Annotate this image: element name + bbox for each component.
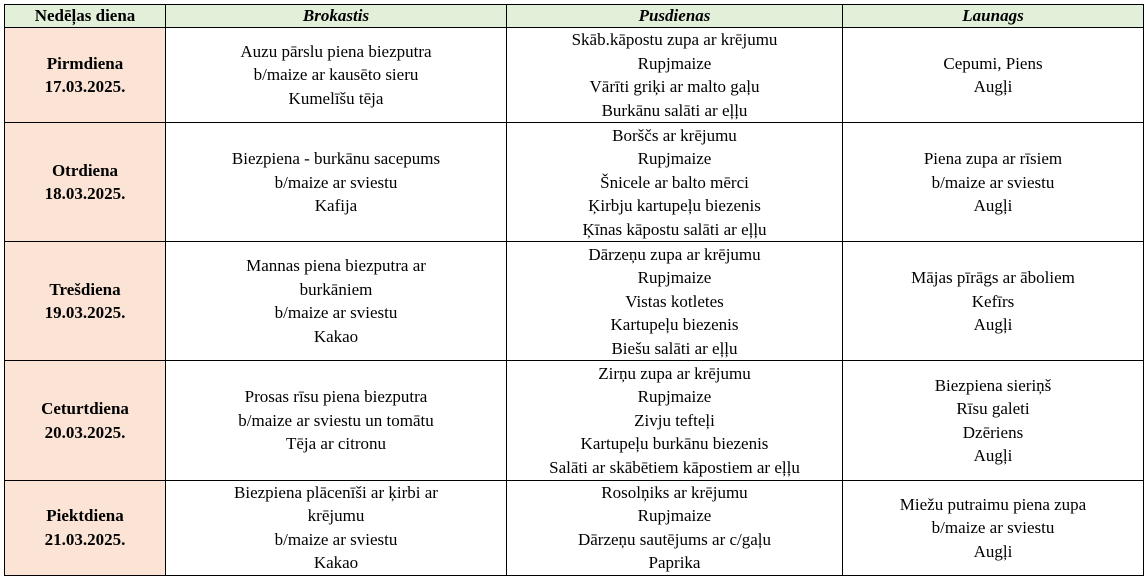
menu-item: Dārzeņu zupa ar krējumu (588, 244, 761, 264)
menu-item: Rosolņiks ar krējumu (601, 482, 748, 502)
menu-item: Vistas kotletes (625, 291, 724, 311)
header-day: Nedēļas diena (5, 5, 166, 28)
header-row (5, 5, 1144, 28)
menu-item: Vārīti griķi ar malto gaļu (589, 77, 760, 97)
breakfast-cell (166, 28, 507, 123)
snack-cell (843, 242, 1144, 361)
menu-item: Kakao (313, 553, 359, 573)
lunch-cell (507, 123, 843, 242)
header-lunch: Pusdienas (507, 5, 843, 28)
day-cell (5, 242, 166, 361)
table-row (5, 361, 1144, 480)
table-row (5, 480, 1144, 575)
menu-item: Augļi (973, 446, 1013, 465)
menu-item: Kakao (313, 326, 359, 346)
menu-item: Kartupeļu burkānu biezenis (580, 434, 769, 454)
menu-item: b/maize ar sviestu un tomātu (238, 410, 434, 430)
menu-item: Burkānu salāti ar eļļu (601, 100, 748, 120)
menu-item: Zivju tefteļi (634, 410, 715, 430)
lunch-cell (507, 361, 843, 480)
menu-item: Borščs ar krējumu (612, 125, 737, 145)
menu-item: Biezpiena sieriņš (934, 375, 1052, 395)
menu-item: Dzēriens (962, 422, 1024, 442)
day-cell (5, 28, 166, 123)
menu-item: b/maize ar kausēto sieru (253, 65, 419, 85)
menu-item: Zirņu zupa ar krējumu (598, 363, 751, 383)
menu-item: Piena zupa ar rīsiem (923, 149, 1063, 169)
menu-item: Rīsu galeti (956, 399, 1030, 418)
day-name: Otrdiena (51, 160, 119, 180)
menu-item: krējumu (307, 506, 365, 526)
menu-item: burkāniem (299, 279, 373, 299)
menu-item: Ķirbju kartupeļu biezenis (588, 196, 761, 216)
menu-item: Cepumi, Piens (943, 53, 1043, 73)
menu-item: Biešu salāti ar eļļu (611, 338, 738, 358)
day-name: Pirmdiena (46, 53, 124, 73)
menu-item: Kefīrs (971, 291, 1015, 311)
menu-item: Augļi (973, 541, 1013, 561)
menu-item: b/maize ar sviestu (274, 172, 398, 192)
menu-item: Biezpiena - burkānu sacepums (231, 149, 441, 169)
menu-item: Augļi (973, 196, 1013, 216)
menu-item: Rupjmaize (637, 506, 712, 526)
menu-item: Rupjmaize (637, 149, 712, 169)
day-name: Trešdiena (49, 279, 121, 299)
table-row (5, 242, 1144, 361)
menu-item: Rupjmaize (637, 387, 712, 407)
table-row (5, 28, 1144, 123)
breakfast-cell (166, 480, 507, 575)
day-cell (5, 361, 166, 480)
menu-item: Augļi (973, 77, 1013, 97)
breakfast-cell (166, 123, 507, 242)
menu-item: b/maize ar sviestu (931, 518, 1055, 537)
menu-item: Kartupeļu biezenis (610, 315, 739, 335)
day-date: 17.03.2025. (44, 77, 126, 97)
table-row (5, 123, 1144, 242)
menu-item: Kumelīšu tēja (288, 88, 384, 108)
menu-item: Dārzeņu sautējums ar c/gaļu (577, 529, 772, 549)
menu-item: Prosas rīsu piena biezputra (244, 387, 428, 407)
day-cell (5, 123, 166, 242)
menu-body (5, 28, 1144, 576)
menu-item: Tēja ar citronu (285, 434, 387, 454)
weekly-menu-table (4, 4, 1144, 576)
breakfast-cell (166, 361, 507, 480)
day-name: Piektdiena (46, 506, 124, 526)
day-name: Ceturtdiena (41, 399, 129, 418)
header-snack: Launags (843, 5, 1144, 28)
menu-item: b/maize ar sviestu (274, 529, 398, 549)
menu-item: b/maize ar sviestu (931, 172, 1055, 192)
day-date: 21.03.2025. (44, 529, 126, 549)
menu-item: Kafija (314, 196, 358, 216)
menu-item: Salāti ar skābētiem kāpostiem ar eļļu (549, 457, 800, 477)
lunch-cell (507, 28, 843, 123)
day-date: 19.03.2025. (44, 303, 126, 323)
menu-item: Rupjmaize (637, 53, 712, 73)
menu-item: Auzu pārslu piena biezputra (240, 41, 432, 61)
menu-item: Šnicele ar balto mērci (600, 172, 749, 192)
menu-item: Miežu putraimu piena zupa (899, 494, 1087, 514)
snack-cell (843, 480, 1144, 575)
menu-item: Paprika (648, 553, 701, 573)
breakfast-cell (166, 242, 507, 361)
header-breakfast: Brokastis (166, 5, 507, 28)
menu-item: Mājas pīrāgs ar āboliem (911, 268, 1075, 288)
snack-cell (843, 123, 1144, 242)
menu-item: Augļi (973, 315, 1013, 335)
menu-item: Ķīnas kāpostu salāti ar eļļu (582, 219, 767, 239)
menu-item: Skāb.kāpostu zupa ar krējumu (571, 30, 778, 50)
day-date: 20.03.2025. (44, 422, 126, 442)
lunch-cell (507, 480, 843, 575)
lunch-cell (507, 242, 843, 361)
day-cell (5, 480, 166, 575)
menu-item: Mannas piena biezputra ar (246, 256, 426, 276)
snack-cell (843, 28, 1144, 123)
menu-item: Biezpiena plācenīši ar ķirbi ar (234, 482, 438, 502)
menu-item: b/maize ar sviestu (274, 303, 398, 323)
menu-item: Rupjmaize (637, 268, 712, 288)
day-date: 18.03.2025. (44, 184, 126, 204)
snack-cell (843, 361, 1144, 480)
